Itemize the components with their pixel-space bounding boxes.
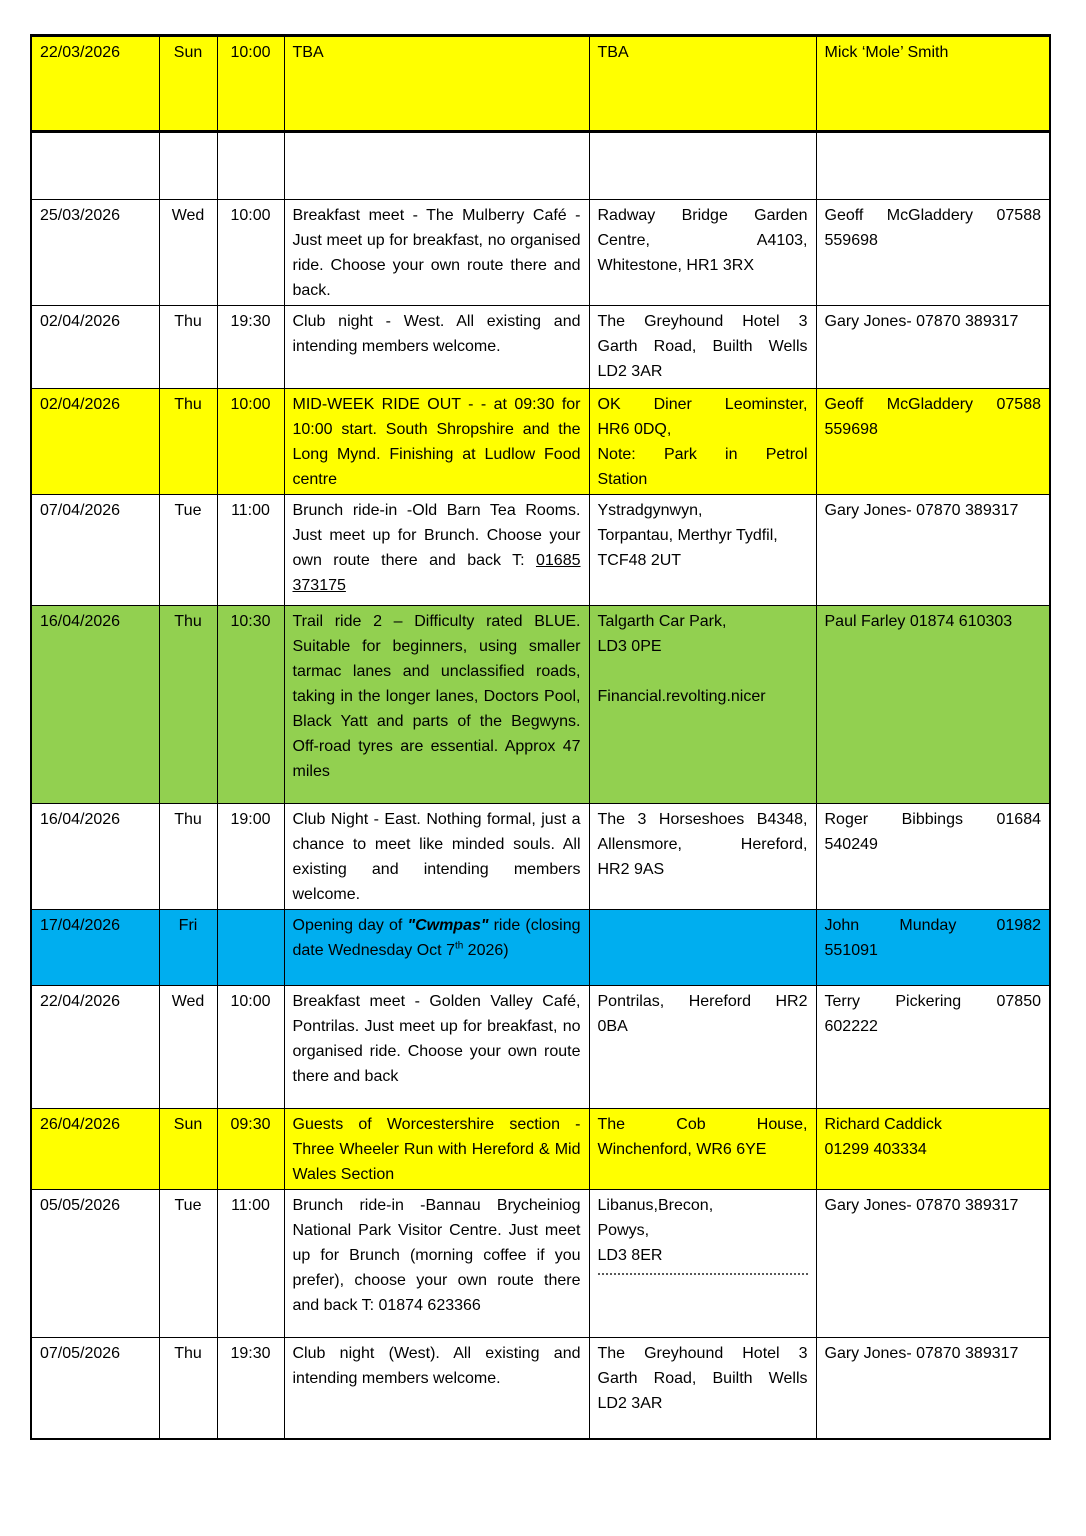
table-row (31, 36, 1050, 132)
table-row (31, 910, 1050, 986)
date-cell: 02/04/2026 (31, 389, 159, 495)
table-row (31, 389, 1050, 495)
time-cell: 19:00 (217, 804, 284, 910)
cell-text-line: John Munday 01982 (824, 917, 1041, 934)
cell-text-line: Gary Jones- 07870 389317 (824, 313, 1019, 330)
location-cell (589, 1190, 816, 1338)
cell-text-line: The Greyhound Hotel 3 (597, 1345, 808, 1362)
time-cell: 09:30 (217, 1109, 284, 1190)
location-cell (589, 606, 816, 804)
contact-cell (816, 495, 1050, 606)
cell-text-line: Ystradgynwyn, (597, 502, 703, 519)
day-cell: Thu (159, 389, 217, 495)
date-cell: 25/03/2026 (31, 200, 159, 306)
description-cell (284, 200, 589, 306)
time-cell (217, 910, 284, 986)
cell-text-line: LD3 8ER (597, 1247, 663, 1264)
cell-text-line: Powys, (597, 1222, 650, 1239)
cell-text-line: 602222 (824, 1018, 878, 1035)
time-cell: 11:00 (217, 495, 284, 606)
cell-text-line: Financial.revolting.nicer (597, 688, 766, 705)
cell-text-line: Libanus,Brecon, (597, 1197, 714, 1214)
day-cell: Sun (159, 36, 217, 132)
date-cell: 16/04/2026 (31, 606, 159, 804)
day-cell: Tue (159, 495, 217, 606)
cell-text-line: Radway Bridge Garden (597, 207, 808, 224)
location-cell (589, 200, 816, 306)
location-cell (589, 1109, 816, 1190)
cell-text-line: HR6 0DQ, (597, 421, 672, 438)
location-cell (589, 910, 816, 986)
cell-text-line: Paul Farley 01874 610303 (824, 613, 1013, 630)
location-cell (589, 1338, 816, 1439)
description-cell (284, 36, 589, 132)
cell-text-line: HR2 9AS (597, 861, 665, 878)
location-cell (589, 495, 816, 606)
cell-text-line: Pontrilas, Hereford HR2 (597, 993, 808, 1010)
description-cell (284, 804, 589, 910)
cell-text-line: 551091 (824, 942, 878, 959)
cell-text-line: Club Night - East. Nothing formal, just a chance to meet like minded souls. All existing and intending members welcome. (292, 811, 581, 903)
cell-text-line: Brunch ride-in -Bannau Brycheiniog National Park Visitor Centre. Just meet up for Brunch (morning coffee if you prefer), choose your own route there and back T: 01874 623366 (292, 1197, 581, 1314)
description-cell (284, 132, 589, 200)
description-cell (284, 606, 589, 804)
table-row (31, 804, 1050, 910)
cell-text-line: Centre, A4103, (597, 232, 808, 249)
table-row (31, 306, 1050, 389)
date-cell: 07/05/2026 (31, 1338, 159, 1439)
table-row (31, 200, 1050, 306)
time-cell: 19:30 (217, 1338, 284, 1439)
dotted-rule (598, 1270, 808, 1275)
cell-text-line: Club night (West). All existing and intending members welcome. (292, 1345, 581, 1387)
table-row (31, 1338, 1050, 1439)
cell-text-line: Opening day of "Cwmpas" ride (closing date Wednesday Oct 7th 2026) (292, 917, 581, 959)
date-cell: 02/04/2026 (31, 306, 159, 389)
day-cell: Thu (159, 306, 217, 389)
cell-text-line: Allensmore, Hereford, (597, 836, 808, 853)
time-cell: 10:30 (217, 606, 284, 804)
description-cell (284, 306, 589, 389)
events-schedule-body (31, 36, 1050, 1439)
description-cell (284, 1109, 589, 1190)
table-row (31, 1190, 1050, 1338)
date-cell: 22/04/2026 (31, 986, 159, 1109)
time-cell (217, 132, 284, 200)
contact-cell (816, 132, 1050, 200)
contact-cell (816, 606, 1050, 804)
cell-text-line: Geoff McGladdery 07588 (824, 396, 1041, 413)
date-cell: 26/04/2026 (31, 1109, 159, 1190)
events-schedule-table (30, 34, 1051, 1440)
contact-cell (816, 1190, 1050, 1338)
cell-text-line: Trail ride 2 – Difficulty rated BLUE. Suitable for beginners, using smaller tarmac lanes and unclassified roads, taking in the longer lanes, Doctors Pool, Black Yatt and parts of the Begwyns. Off-road tyres are essential. Approx 47 miles (292, 613, 581, 780)
underlined-phone-number: 01685 373175 (292, 552, 581, 594)
cell-text-line: Winchenford, WR6 6YE (597, 1141, 767, 1158)
contact-cell (816, 200, 1050, 306)
contact-cell (816, 36, 1050, 132)
location-cell (589, 986, 816, 1109)
time-cell: 11:00 (217, 1190, 284, 1338)
cell-text-line: 540249 (824, 836, 878, 853)
cell-text-line: Gary Jones- 07870 389317 (824, 502, 1019, 519)
cell-text-line: The Cob House, (597, 1116, 808, 1133)
contact-cell (816, 389, 1050, 495)
cell-text-line: Terry Pickering 07850 (824, 993, 1041, 1010)
cell-text-line: Talgarth Car Park, (597, 613, 727, 630)
cell-text-line: Richard Caddick (824, 1116, 942, 1133)
location-cell (589, 36, 816, 132)
cell-text-line: Garth Road, Builth Wells (597, 338, 808, 355)
day-cell: Sun (159, 1109, 217, 1190)
cell-text-line: 559698 (824, 421, 878, 438)
cell-text-line: Station (597, 471, 648, 488)
table-row (31, 1109, 1050, 1190)
day-cell: Wed (159, 200, 217, 306)
cell-text-line: 559698 (824, 232, 878, 249)
contact-cell (816, 804, 1050, 910)
cell-text-line: The 3 Horseshoes B4348, (597, 811, 808, 828)
description-cell (284, 1190, 589, 1338)
time-cell: 10:00 (217, 200, 284, 306)
cell-text-line (598, 659, 808, 684)
date-cell: 17/04/2026 (31, 910, 159, 986)
cell-text-line: TCF48 2UT (597, 552, 682, 569)
day-cell: Tue (159, 1190, 217, 1338)
day-cell: Thu (159, 606, 217, 804)
cell-text-line: Club night - West. All existing and intending members welcome. (292, 313, 581, 355)
day-cell (159, 132, 217, 200)
contact-cell (816, 986, 1050, 1109)
location-cell (589, 132, 816, 200)
date-cell: 07/04/2026 (31, 495, 159, 606)
cell-text-line: Note: Park in Petrol (597, 446, 808, 463)
contact-cell (816, 910, 1050, 986)
description-cell (284, 986, 589, 1109)
date-cell: 05/05/2026 (31, 1190, 159, 1338)
table-row (31, 132, 1050, 200)
location-cell (589, 389, 816, 495)
contact-cell (816, 1338, 1050, 1439)
cell-text-line: LD2 3AR (597, 1395, 663, 1412)
cell-text-line: MID-WEEK RIDE OUT - - at 09:30 for 10:00 start. South Shropshire and the Long Mynd. Finishing at Ludlow Food centre (292, 396, 581, 488)
description-cell (284, 910, 589, 986)
cell-text-line: Breakfast meet - Golden Valley Café, Pontrilas. Just meet up for breakfast, no organised ride. Choose your own route there and back (292, 993, 581, 1085)
table-row (31, 986, 1050, 1109)
cell-text-line: Gary Jones- 07870 389317 (824, 1345, 1019, 1362)
time-cell: 10:00 (217, 389, 284, 495)
description-cell (284, 495, 589, 606)
date-cell: 16/04/2026 (31, 804, 159, 910)
emphasised-text: "Cwmpas" (407, 917, 489, 934)
cell-text-line: Breakfast meet - The Mulberry Café - Just meet up for breakfast, no organised ride. Choose your own route there and back. (292, 207, 581, 299)
table-row (31, 495, 1050, 606)
date-cell (31, 132, 159, 200)
cell-text-line: 01299 403334 (824, 1141, 927, 1158)
contact-cell (816, 1109, 1050, 1190)
cell-text-line: Brunch ride-in -Old Barn Tea Rooms. Just meet up for Brunch. Choose your own route there and back T: 01685 373175 (292, 502, 581, 594)
day-cell: Thu (159, 804, 217, 910)
cell-text-line: Mick ‘Mole’ Smith (824, 44, 949, 61)
time-cell: 19:30 (217, 306, 284, 389)
table-row (31, 606, 1050, 804)
day-cell: Wed (159, 986, 217, 1109)
day-cell: Fri (159, 910, 217, 986)
cell-text-line: Roger Bibbings 01684 (824, 811, 1041, 828)
ordinal-superscript: th (454, 940, 464, 952)
cell-text-line: Guests of Worcestershire section - Three Wheeler Run with Hereford & Mid Wales Section (292, 1116, 581, 1183)
location-cell (589, 804, 816, 910)
date-cell: 22/03/2026 (31, 36, 159, 132)
day-cell: Thu (159, 1338, 217, 1439)
cell-text-line: Garth Road, Builth Wells (597, 1370, 808, 1387)
cell-text-line: TBA (597, 44, 629, 61)
description-cell (284, 1338, 589, 1439)
contact-cell (816, 306, 1050, 389)
cell-text-line: The Greyhound Hotel 3 (597, 313, 808, 330)
location-cell (589, 306, 816, 389)
time-cell: 10:00 (217, 36, 284, 132)
cell-text-line: 0BA (597, 1018, 628, 1035)
cell-text-line: OK Diner Leominster, (597, 396, 808, 413)
cell-text-line: LD2 3AR (597, 363, 663, 380)
cell-text-line: Geoff McGladdery 07588 (824, 207, 1041, 224)
cell-text-line: Torpantau, Merthyr Tydfil, (597, 527, 778, 544)
time-cell: 10:00 (217, 986, 284, 1109)
cell-text-line: Gary Jones- 07870 389317 (824, 1197, 1019, 1214)
cell-text-line: TBA (292, 44, 324, 61)
description-cell (284, 389, 589, 495)
cell-text-line: LD3 0PE (597, 638, 662, 655)
cell-text-line: Whitestone, HR1 3RX (597, 257, 755, 274)
